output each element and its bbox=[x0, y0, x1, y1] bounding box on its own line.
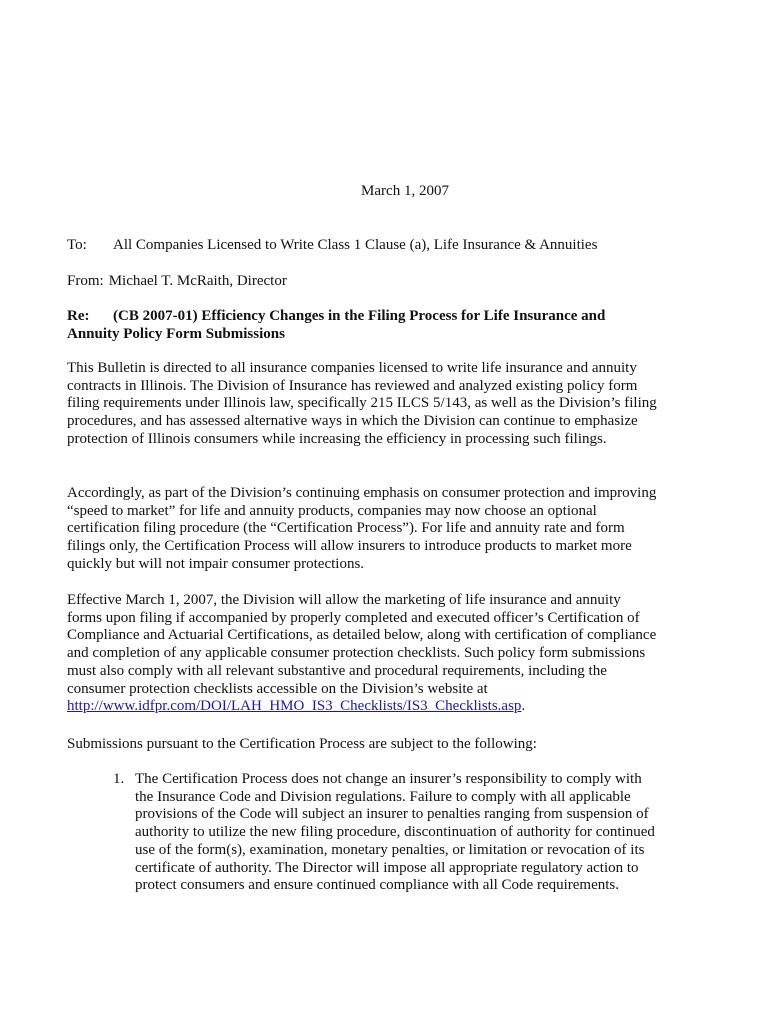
checklists-link[interactable]: http://www.idfpr.com/DOI/LAH_HMO_IS3_Checklists/IS3_Checklists.asp bbox=[67, 698, 522, 715]
re-text: (CB 2007-01) Efficiency Changes in the Filing Process for Life Insurance and Annuity Policy Form Submissions bbox=[67, 308, 606, 342]
paragraph-effective-text: Effective March 1, 2007, the Division will allow the marketing of life insurance and annuity forms upon filing if accompanied by properly completed and executed officer’s Certification of Compliance and Actuarial Certifications, as detailed below, along with certification of compliance and completion of any applicable consumer protection checklists. Such policy form submissions must also comply with all relevant substantive and procedural requirements, including the consumer protection checklists accessible on the Division’s website at bbox=[67, 592, 657, 697]
paragraph-accordingly: Accordingly, as part of the Division’s continuing emphasis on consumer protection and improving “speed to market” for life and annuity products, companies may now choose an optional certification filing procedure (the “Certification Process”). For life and annuity rate and form filings only, the Certification Process will allow insurers to introduce products to market more quickly but will not impair consumer protections. bbox=[67, 485, 657, 572]
to-label: To: bbox=[67, 237, 87, 253]
paragraph-intro: This Bulletin is directed to all insurance companies licensed to write life insurance and annuity contracts in Illinois. The Division of Insurance has reviewed and analyzed existing policy form filing requirements under Illinois law, specifically 215 ILCS 5/143, as well as the Division’s filing procedures, and has assessed alternative ways in which the Division can continue to emphasize protection of Illinois consumers while increasing the efficiency in processing such filings. bbox=[67, 360, 657, 447]
list-item bbox=[113, 771, 658, 895]
bulletin-date: March 1, 2007 bbox=[361, 183, 449, 199]
from-label: From: bbox=[67, 273, 104, 289]
to-text: All Companies Licensed to Write Class 1 Clause (a), Life Insurance & Annuities bbox=[113, 237, 598, 253]
from-text: Michael T. McRaith, Director bbox=[108, 273, 287, 289]
to-line bbox=[67, 236, 597, 254]
list-item-text: The Certification Process does not change an insurer’s responsibility to comply with the Insurance Code and Division regulations. Failure to comply with all applicable provisions of the Code will subject an insurer to penalties ranging from suspension of authority to utilize the new filing procedure, discontinuation of authority for continued use of the form(s), examination, monetary penalties, or limitation or revocation of its certificate of authority. The Director will impose all appropriate regulatory action to protect consumers and ensure continued compliance with all Code requirements. bbox=[135, 771, 655, 894]
list-item-number: 1. bbox=[113, 771, 125, 787]
paragraph-effective-end: . bbox=[521, 698, 526, 715]
paragraph-effective bbox=[67, 592, 657, 716]
subject-line bbox=[67, 307, 627, 343]
re-label: Re: bbox=[67, 308, 90, 324]
from-line bbox=[67, 272, 287, 290]
paragraph-submissions: Submissions pursuant to the Certification Process are subject to the following: bbox=[67, 736, 537, 752]
